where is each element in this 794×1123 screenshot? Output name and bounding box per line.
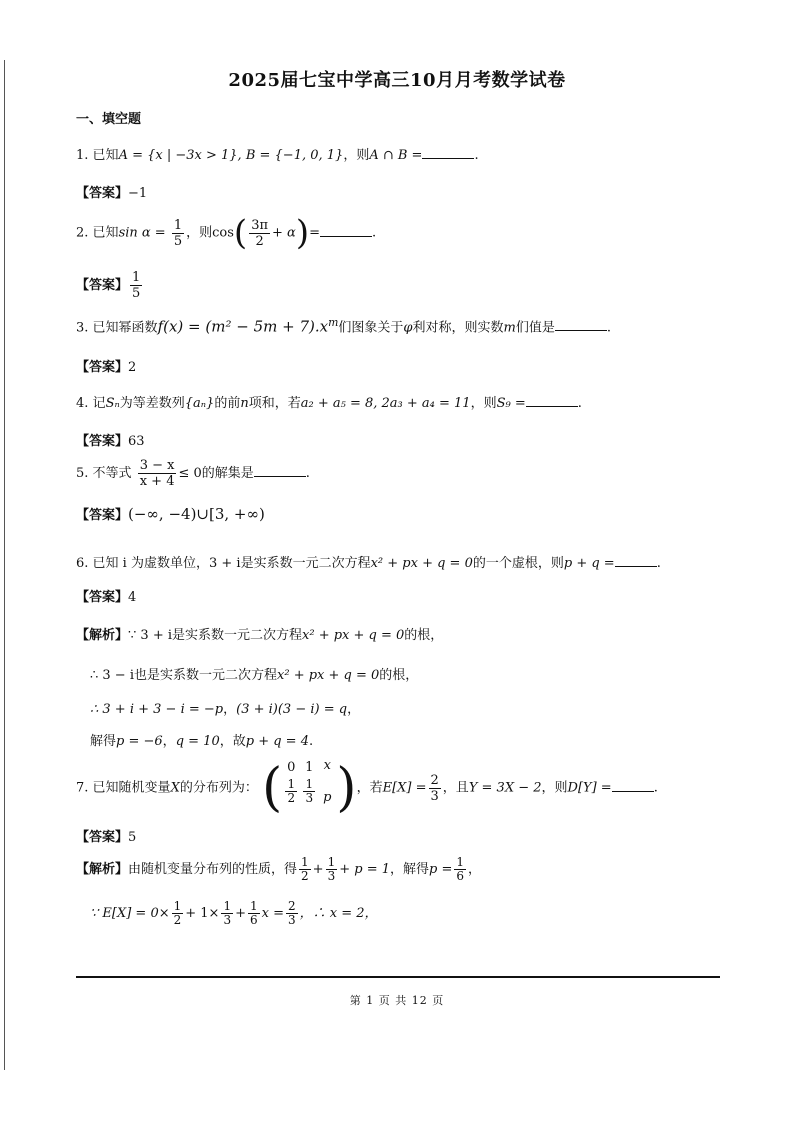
analysis-6-line-2: ∴ 3 − i也是实系数一元二次方程x² + px + q = 0的根， xyxy=(90,668,419,683)
fraction: $\frac{2}{3}$ xyxy=(430,772,439,804)
question-7: 7. 已知随机变量X的分布列为： ( 0 1 x $\frac{1}{2}$ $\frac{1}{3}$ p )，若E[X] = $\frac{2}{3}$ ，且Y = 3X − 2，则D[Y] = . xyxy=(76,758,658,818)
footer-rule xyxy=(76,976,720,978)
answer-blank xyxy=(254,464,306,477)
left-margin-line xyxy=(4,60,5,1070)
answer-blank xyxy=(320,224,372,237)
analysis-7: 【解析】由随机变量分布列的性质，得 $\frac{1}{2}$ + $\frac{1}{3}$ + p = 1，解得p = $\frac{1}{6}$ ， xyxy=(76,855,482,883)
distribution-matrix: 0 1 x $\frac{1}{2}$ $\frac{1}{3}$ p xyxy=(287,758,332,805)
analysis-6-line-4: 解得p = −6，q = 10，故p + q = 4. xyxy=(90,734,314,749)
answer-4: 【答案】63 xyxy=(76,434,145,449)
answer-5: 【答案】(−∞, −4)∪[3, +∞) xyxy=(76,505,265,523)
question-2: 2. 已知sin α = $\frac{1}{5}$ ，则cos( $\frac{3\pi}{2}$ + α)= . xyxy=(76,213,377,253)
question-3: 3. 已知幂函数$f(x) = (m^2 - 5m + 7).x^m$们图象关于φ利对称，则实数m们值是 . xyxy=(76,316,611,336)
page-title: 2025届七宝中学高三10月月考数学试卷 xyxy=(228,70,566,91)
answer-blank xyxy=(526,394,578,407)
analysis-6-line-3: ∴ 3 + i + 3 − i = −p，(3 + i)(3 − i) = q， xyxy=(90,702,361,717)
page-footer: 第 1 页 共 12 页 xyxy=(349,994,445,1007)
fraction: $\frac{3\pi}{2}$ xyxy=(251,217,269,249)
answer-1: 【答案】−1 xyxy=(76,186,148,201)
answer-3: 【答案】2 xyxy=(76,360,137,375)
section-heading: 一、填空题 xyxy=(76,112,142,127)
analysis-6: 【解析】∵ 3 + i是实系数一元二次方程x² + px + q = 0的根， xyxy=(76,628,444,643)
answer-blank xyxy=(612,779,654,792)
answer-blank xyxy=(555,318,607,331)
answer-2: 【答案】 $\frac{1}{5}$ xyxy=(76,270,141,301)
answer-blank xyxy=(422,146,474,159)
analysis-7-line-2: ∵ E[X] = 0× $\frac{1}{2}$ + 1× $\frac{1}{3}$ + $\frac{1}{6}$ x = $\frac{2}{3}$ ，∴ x = 2， xyxy=(90,899,378,927)
answer-blank xyxy=(615,554,657,567)
answer-6: 【答案】4 xyxy=(76,590,137,605)
question-5: 5. 不等式 $\frac{3 - x}{x + 4}$ ≤ 0的解集是 . xyxy=(76,458,310,489)
question-6: 6. 已知 i 为虚数单位，3 + i是实系数一元二次方程x² + px + q = 0的一个虚根，则p + q = . xyxy=(76,556,661,571)
answer-7: 【答案】5 xyxy=(76,830,137,845)
fraction: $\frac{1}{5}$ xyxy=(173,217,183,249)
question-4: 4. 记Sₙ为等差数列{aₙ}的前n项和，若a₂ + a₅ = 8, 2a₃ + a₄ = 11，则S₉ = . xyxy=(76,396,582,411)
question-1: 1. 已知A = {x | −3x > 1}, B = {−1, 0, 1}，则A ∩ B = . xyxy=(76,148,479,163)
fraction: $\frac{3 - x}{x + 4}$ xyxy=(139,458,175,489)
fraction: $\frac{1}{5}$ xyxy=(132,270,141,301)
